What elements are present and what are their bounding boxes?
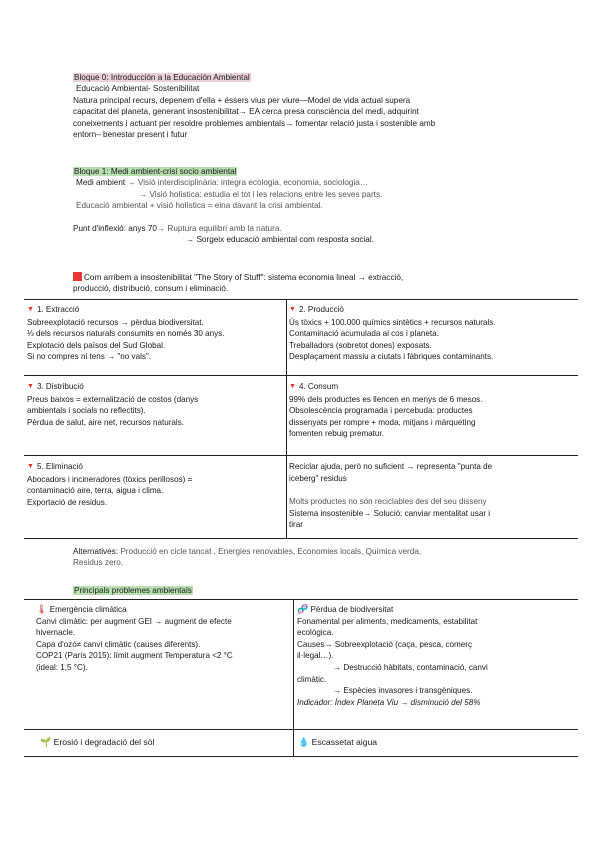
sprout-icon: 🌱: [40, 737, 52, 747]
ea-line: Educació ambiental + visió holística = eina davant la crisi ambiental.: [76, 201, 323, 211]
cell-title: 3. Distribució: [36, 382, 84, 391]
cell-line: 99% dels productes es llencen en menys de 6 mesos.: [289, 394, 483, 404]
bloque0-line: capacitat del planeta, generant insostenibilitat→ EA cerca presa consciència del medi, adquirint: [73, 107, 419, 117]
cell-line: tirar: [289, 520, 303, 530]
cell-line: Capa d'ozó≠ canvi climàtic (causes diferents).: [36, 639, 201, 649]
cell-line: Pèrdua de salut, aire net, recursos naturals.: [27, 417, 185, 427]
medi-line1: → Visió interdisciplinària: integra ecologia, economia, sociologia…: [125, 178, 369, 188]
cell-line: dissenyats per rompre + moda, mitjans i màrqueting: [289, 417, 476, 427]
punt-line1: → Ruptura equilibri amb la natura.: [156, 223, 282, 233]
cell-title: Erosió i degradació del sòl: [53, 737, 155, 747]
water-drop-icon: 💧: [298, 737, 310, 747]
bloque0-line: coneixements i actuant per resoldre problemes ambientals→ fomentar relació justa i sostenible amb: [73, 118, 436, 128]
bloque0-heading: Bloque 0: Introducción a la Educación Ambiental: [74, 73, 250, 82]
triangle-down-icon: ▼: [289, 383, 296, 390]
cell-title: Escassetat aigua: [311, 737, 378, 747]
cell-line: Contaminació acumulada al cos i planeta.: [289, 329, 439, 339]
cell-line: iceberg" residus: [289, 473, 347, 483]
thermometer-icon: 🌡: [36, 604, 48, 614]
bloque0-line: entorn– benestar present i futur: [73, 130, 188, 140]
cell-produccio: [289, 304, 575, 363]
cell-line: Exportació de residus.: [27, 497, 108, 507]
table-border: [24, 599, 578, 600]
cell-title: 5. Eliminació: [36, 462, 83, 471]
cell-aigua: [298, 737, 568, 749]
alternatives-text: Producció en cicle tancat , Energies renovables, Economies locals, Química verda,: [118, 547, 422, 556]
cell-line: hivernacle.: [36, 628, 76, 638]
medi-label: Medi ambient: [76, 178, 126, 188]
problemes-heading: Principals problemes ambientals: [74, 586, 192, 595]
cell-title: 1. Extracció: [36, 305, 80, 314]
cell-line: Preus baixos = externalització de costos (danys: [27, 394, 199, 404]
cell-biodiversitat: [297, 604, 575, 708]
cell-consum: [289, 381, 575, 440]
cell-title: Emergència climàtica: [49, 605, 127, 614]
cell-line: ⅓ dels recursos naturals consumits en només 30 anys.: [27, 329, 225, 339]
cell-line: fomenten rebuig prematur.: [289, 429, 384, 439]
cell-line: Abocadors i incineradores (tòxics perillosos) =: [27, 474, 193, 484]
medi-line2: → Visió holística: estudia el tot i les relacions entre les seves parts.: [139, 189, 383, 199]
cell-line: ecològica.: [297, 628, 334, 638]
cell-line: Sobreexplotació recursos → pèrdua biodiversitat.: [27, 317, 204, 327]
problemes-heading-wrap: [73, 585, 543, 596]
cell-line: Treballadors (sobretot dones) exposats.: [289, 340, 432, 350]
cell-climatica: [36, 604, 290, 674]
cell-line: Explotació dels països del Sud Global.: [27, 340, 166, 350]
cell-line: Ús tòxics + 100.000 químics sintètics + recursos naturals.: [289, 317, 496, 327]
table-border: [24, 455, 578, 456]
story-section: [73, 272, 543, 295]
alternatives-label: Alternatives:: [73, 547, 119, 556]
indicator-line: Indicador: Índex Planeta Viu → disminució del 58%: [297, 697, 481, 707]
cell-line: COP21 (París 2015): límit augment Temperatura <2 °C: [36, 651, 233, 661]
punt-label: Punt d'inflexió: anys 70: [73, 223, 157, 233]
bloque0-line: Natura principal recurs, depenem d'ella + éssers vius per viure—Model de vida actual supera: [73, 95, 411, 105]
table-border: [24, 375, 578, 376]
cell-line: Molts productes no són reciclables des del seu disseny: [289, 497, 487, 507]
triangle-down-icon: ▼: [27, 306, 34, 313]
cell-line: → Destrucció hàbitats, contaminació, canvi: [333, 662, 488, 672]
alternatives-section: [73, 546, 543, 569]
table-divider: [293, 599, 294, 757]
cell-line: ambientals i socials no reflectits).: [27, 406, 146, 416]
cell-line: Si no compres ni tens → "no vals".: [27, 352, 152, 362]
cell-distribucio: [27, 381, 283, 428]
table-divider: [286, 299, 287, 539]
cell-extraccio: [27, 304, 283, 363]
red-square-icon: [73, 272, 82, 281]
triangle-down-icon: ▼: [289, 306, 296, 313]
punt-line2: → Sorgeix educació ambiental com resposta social.: [186, 235, 374, 245]
cell-eliminacio: [27, 461, 283, 508]
dna-icon: 🧬: [297, 604, 309, 614]
cell-line: Causes→ Sobreexplotació (caça, pesca, comerç: [297, 639, 472, 649]
triangle-down-icon: ▼: [27, 383, 34, 390]
cell-line: (ideal: 1,5 °C).: [36, 662, 88, 672]
cell-line: Obsolescència programada i percebuda: productes: [289, 406, 473, 416]
bloque1-heading: Bloque 1: Medi ambient-crisi socio ambiental: [74, 167, 237, 176]
table-border: [24, 729, 578, 730]
cell-title: 2. Producció: [298, 305, 344, 314]
cell-line: → Espècies invasores i transgèniques.: [333, 686, 473, 696]
cell-line: Desplaçament massiu a ciutats i fàbriques contaminants.: [289, 352, 494, 362]
bloque1-section: [73, 166, 543, 245]
cell-line: Reciclar ajuda, però no suficient → representa "punta de: [289, 462, 493, 471]
cell-title: 4. Consum: [298, 382, 339, 391]
table-border: [24, 299, 578, 300]
bloque0-subtitle: Educació Ambiental- Sostenibilitat: [76, 84, 200, 94]
cell-title: Pèrdua de biodiversitat: [310, 605, 394, 614]
story-line1: Com arribem a insostenibilitat "The Story of Stuff": sistema economia lineal → extracció,: [84, 273, 404, 282]
story-line2: producció, distribució, consum i eliminació.: [73, 284, 229, 294]
cell-line: contaminació aire, terra, aigua i clima.: [27, 486, 164, 496]
triangle-down-icon: ▼: [27, 463, 34, 470]
cell-line: Fonamental per aliments, medicaments, estabilitat: [297, 616, 478, 626]
table-border: [24, 756, 578, 757]
bloque0-section: [73, 72, 543, 140]
alternatives-text2: Residus zero,: [73, 558, 124, 568]
cell-line: Sistema insostenible→ Solució: canviar mentalitat usar i: [289, 508, 491, 518]
cell-line: climàtic.: [297, 674, 327, 684]
cell-line: Canvi climàtic: per augment GEI → augment de efecte: [36, 616, 232, 626]
table-border: [24, 538, 578, 539]
cell-reciclar: [289, 461, 575, 531]
cell-line: il·legal…).: [297, 651, 334, 661]
cell-erosio: [40, 737, 290, 749]
